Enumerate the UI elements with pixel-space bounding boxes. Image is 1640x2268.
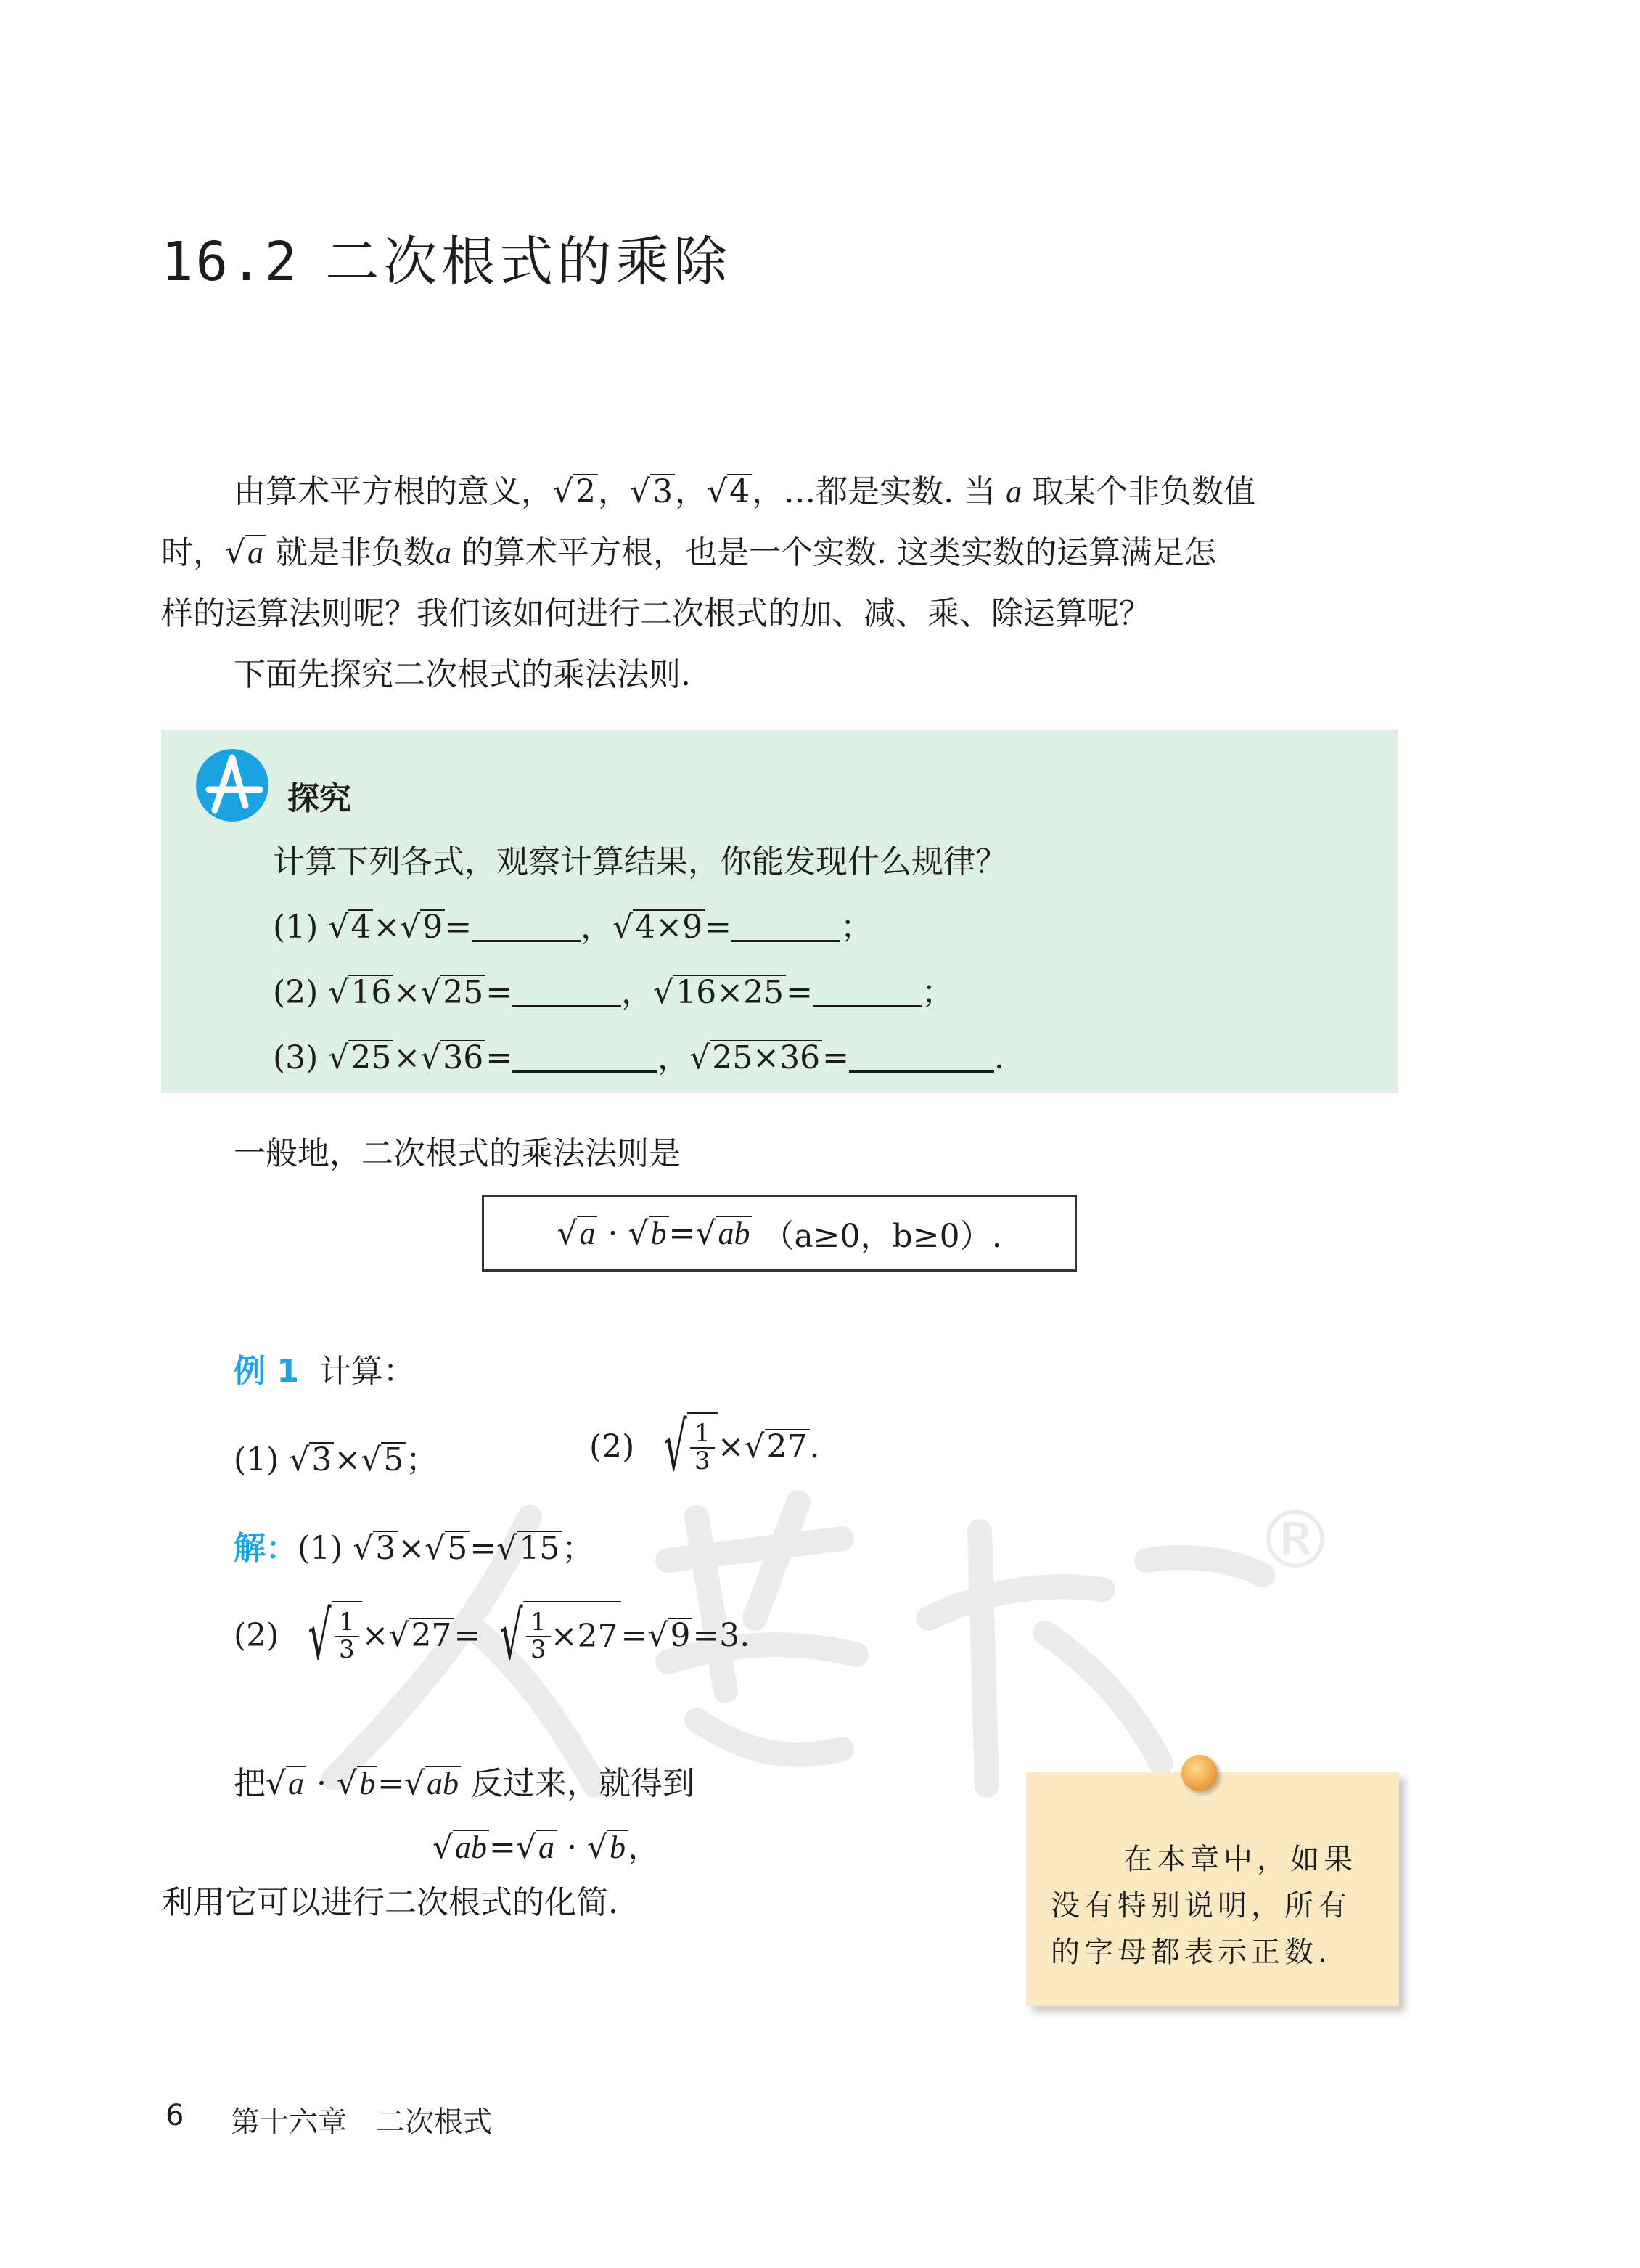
explore-item-2: (2) √16×√25= ，√16×25= ； <box>273 974 954 1011</box>
section-number: 16.2 <box>161 231 300 293</box>
answer-blank <box>731 940 840 942</box>
intro-line-3: 样的运算法则呢？我们该如何进行二次根式的加、减、乘、除运算呢？ <box>161 595 1151 632</box>
example-label: 例 1 <box>234 1353 299 1390</box>
chapter-name: 第十六章 二次根式 <box>231 2105 492 2139</box>
answer-blank <box>512 1070 657 1073</box>
intro-line-1: 由算术平方根的意义，√2，√3，√4，…都是实数. 当 a 取某个非负数值 <box>234 462 1255 523</box>
reverse-lead: 把√a · √b=√ab 反过来，就得到 <box>234 1765 695 1802</box>
explore-prompt: 计算下列各式，观察计算结果，你能发现什么规律？ <box>273 843 1007 880</box>
rule-lead: 一般地，二次根式的乘法法则是 <box>234 1135 681 1172</box>
example-part-1: (1) √3×√5； <box>234 1441 438 1478</box>
compass-icon <box>194 748 270 823</box>
answer-blank <box>813 1005 922 1007</box>
answer-blank <box>472 940 581 942</box>
registered-mark: ® <box>1255 1494 1335 1587</box>
example-part-2: (2) √ $\frac{1}{3}$ × √27 . <box>589 1408 820 1486</box>
explore-item-3: (3) √25×√36= ，√25×36= . <box>273 1039 1004 1076</box>
note-text: 在本章中，如果没有特别说明，所有的字母都表示正数. <box>1051 1843 1357 1969</box>
multiplication-rule-box: √a · √b = √ab （a≥0，b≥0）. <box>482 1195 1077 1272</box>
explore-item-1: (1) √4×√9= ，√4×9= ； <box>273 909 872 946</box>
section-title <box>161 219 731 296</box>
sqrt-4: √4 <box>707 462 752 523</box>
solution-part-1: 解：(1) √3×√5=√15； <box>234 1530 594 1567</box>
answer-blank <box>512 1005 621 1007</box>
reverse-conclusion: 利用它可以进行二次根式的化简. <box>161 1884 618 1921</box>
sqrt-2: √2 <box>553 462 598 523</box>
sqrt-3: √3 <box>630 462 675 523</box>
explore-title: 探究 <box>287 780 351 817</box>
reverse-formula: √ab=√a · √b， <box>432 1829 660 1866</box>
intro-line-2: 时，√a 就是非负数a 的算术平方根，也是一个实数. 这类实数的运算满足怎 <box>161 523 1216 584</box>
solution-label: 解： <box>234 1530 298 1567</box>
solution-part-2: (2) √ $\frac{1}{3}$ × √27 = √ $\frac{1}{3}$ ×27 = √9 =3. <box>234 1597 750 1674</box>
answer-blank <box>849 1070 994 1073</box>
sqrt-a: √a <box>225 523 266 584</box>
page-number: 6 <box>165 2099 184 2132</box>
pushpin-icon <box>1181 1755 1218 1791</box>
section-title-text: 二次根式的乘除 <box>325 231 732 293</box>
intro-line-4: 下面先探究二次根式的乘法法则. <box>234 656 691 693</box>
example-heading: 例 1 计算： <box>234 1353 415 1390</box>
